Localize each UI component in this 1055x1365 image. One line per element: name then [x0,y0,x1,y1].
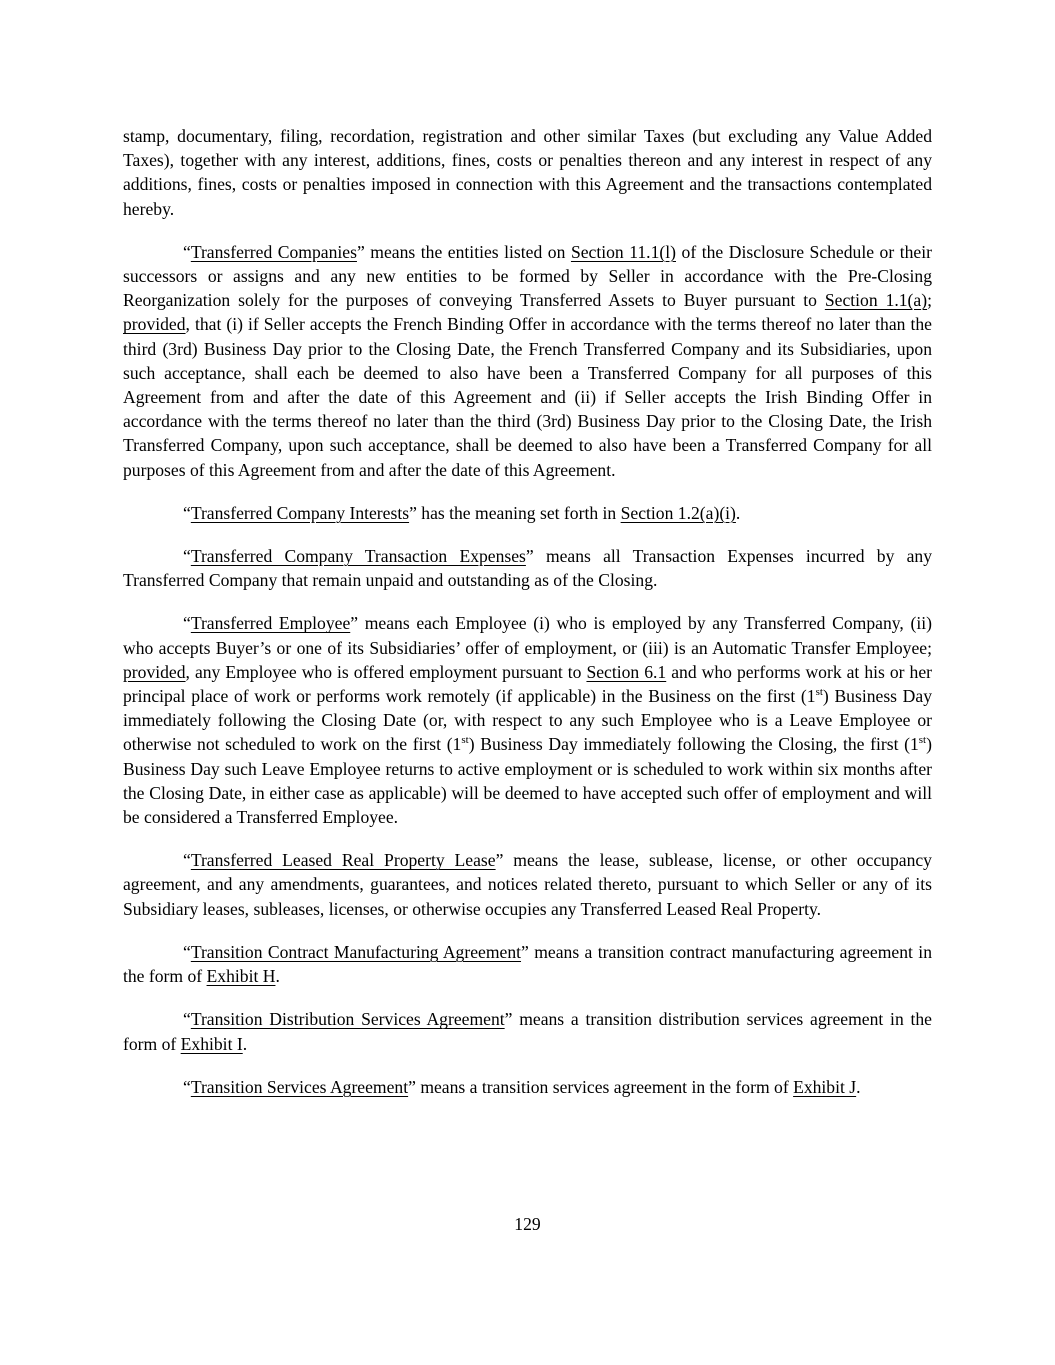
text-run: “ [183,1076,191,1097]
defined-term-or-reference: provided [123,661,186,682]
text-run: ) Business Day immediately following the Closing Date (or, with respect to any such Employee who is a Leave Employee or otherwise not scheduled to work on the first (1 [123,686,932,755]
text-run: ” means all Transaction Expenses incurred by any Transferred Company that remain unpaid and outstanding as of the Closing. [123,546,932,591]
defined-term-or-reference: Transition Services Agreement [190,1076,409,1097]
paragraph [123,544,932,592]
page-number: 129 [514,1214,541,1234]
text-run: st [918,734,927,747]
defined-term-or-reference: Section 1.1(a) [824,290,928,311]
document-body [123,124,932,1118]
text-run: “ [183,850,191,871]
paragraph [123,124,932,221]
text-run: “ [183,546,191,567]
text-run: “ [183,502,191,523]
text-run: ” means a transition services agreement in the form of [408,1076,794,1097]
text-run: ” means each Employee (i) who is employed by any Transferred Company, (ii) who accepts Buyer’s or one of its Subsidiaries’ offer of employment, or (iii) is an Automatic Transfer Employee; [123,613,932,658]
paragraph [123,848,932,921]
defined-term-or-reference: Transferred Leased Real Property Lease [190,850,496,871]
text-run: . [735,502,741,523]
paragraph [123,1075,932,1099]
text-run: and who performs work at his or her principal place of work or performs work remotely (if applicable) in the Business on the first (1 [123,661,932,707]
text-run: . [856,1076,861,1097]
defined-term-or-reference: Transferred Company Transaction Expenses [190,546,526,567]
text-run: “ [183,941,191,962]
text-run: of the Disclosure Schedule or their successors or assigns and any new entities to be formed by Seller in accordance with the Pre-Closing Reorganization solely for the purposes of conveying Transferred Assets to Buyer pursuant to [123,241,932,311]
text-run: st [461,734,469,747]
text-run: ” means the entities listed on [356,241,571,262]
text-run: , any Employee who is offered employment pursuant to [185,661,587,682]
text-run: ” means the lease, sublease, license, or other occupancy agreement, and any amendments, guarantees, and notices related thereto, pursuant to which Seller or any of its Subsidiary leases, subleases, licenses, or otherwise occupies any Transferred Leased Real Property. [123,850,932,919]
text-run: “ [183,1009,191,1030]
defined-term-or-reference: Exhibit H [206,966,276,987]
defined-term-or-reference: Transferred Company Interests [190,502,410,523]
paragraph [123,611,932,829]
paragraph [123,240,932,482]
defined-term-or-reference: Transferred Companies [190,241,357,262]
defined-term-or-reference: Transition Contract Manufacturing Agreement [190,941,522,962]
defined-term-or-reference: Section 6.1 [586,661,667,682]
text-run: “ [183,241,191,262]
paragraph [123,501,932,525]
text-run: stamp, documentary, filing, recordation, registration and other similar Taxes (but excluding any Value Added Taxes), together with any interest, additions, fines, costs or penalties thereon and any interest in respect of any additions, fines, costs or penalties imposed in connection with this Agreement and the transactions contemplated hereby. [123,126,932,219]
text-run: ) Business Day immediately following the Closing, the first (1 [468,734,919,755]
paragraph [123,940,932,988]
text-run: ) Business Day such Leave Employee returns to active employment or is scheduled to work within six months after the Closing Date, in either case as applicable) will be deemed to have accepted such offer of employment and will be considered a Transferred Employee. [123,734,932,828]
text-run: ” means a transition contract manufacturing agreement in the form of [123,941,932,987]
defined-term-or-reference: Transferred Employee [190,613,351,634]
defined-term-or-reference: provided [123,314,186,335]
text-run: , that (i) if Seller accepts the French Binding Offer in accordance with the terms thereof no later than the third (3rd) Business Day prior to the Closing Date, the French Transferred Company and its Subsidiaries, upon such acceptance, shall each be deemed to also have been a Transferred Company for all purposes of this Agreement from and after the date of this Agreement and (ii) if Seller accepts the Irish Binding Offer in accordance with the terms thereof no later than the third (3rd) Business Day prior to the Closing Date, the Irish Transferred Company, upon such acceptance, shall be deemed to also have been a Transferred Company for all purposes of this Agreement from and after the date of this Agreement. [123,314,932,480]
defined-term-or-reference: Exhibit J [793,1076,857,1097]
text-run: ” means a transition distribution services agreement in the form of [123,1009,932,1054]
text-run: “ [183,613,191,634]
text-run: ; [927,290,932,311]
defined-term-or-reference: Section 1.2(a)(i) [620,502,736,523]
text-run: . [275,966,280,987]
defined-term-or-reference: Exhibit I [180,1033,243,1054]
text-run: st [815,686,823,699]
text-run: . [242,1033,248,1054]
defined-term-or-reference: Section 11.1(l) [570,241,676,262]
defined-term-or-reference: Transition Distribution Services Agreement [190,1009,505,1030]
paragraph [123,1007,932,1055]
text-run: ” has the meaning set forth in [409,502,621,523]
